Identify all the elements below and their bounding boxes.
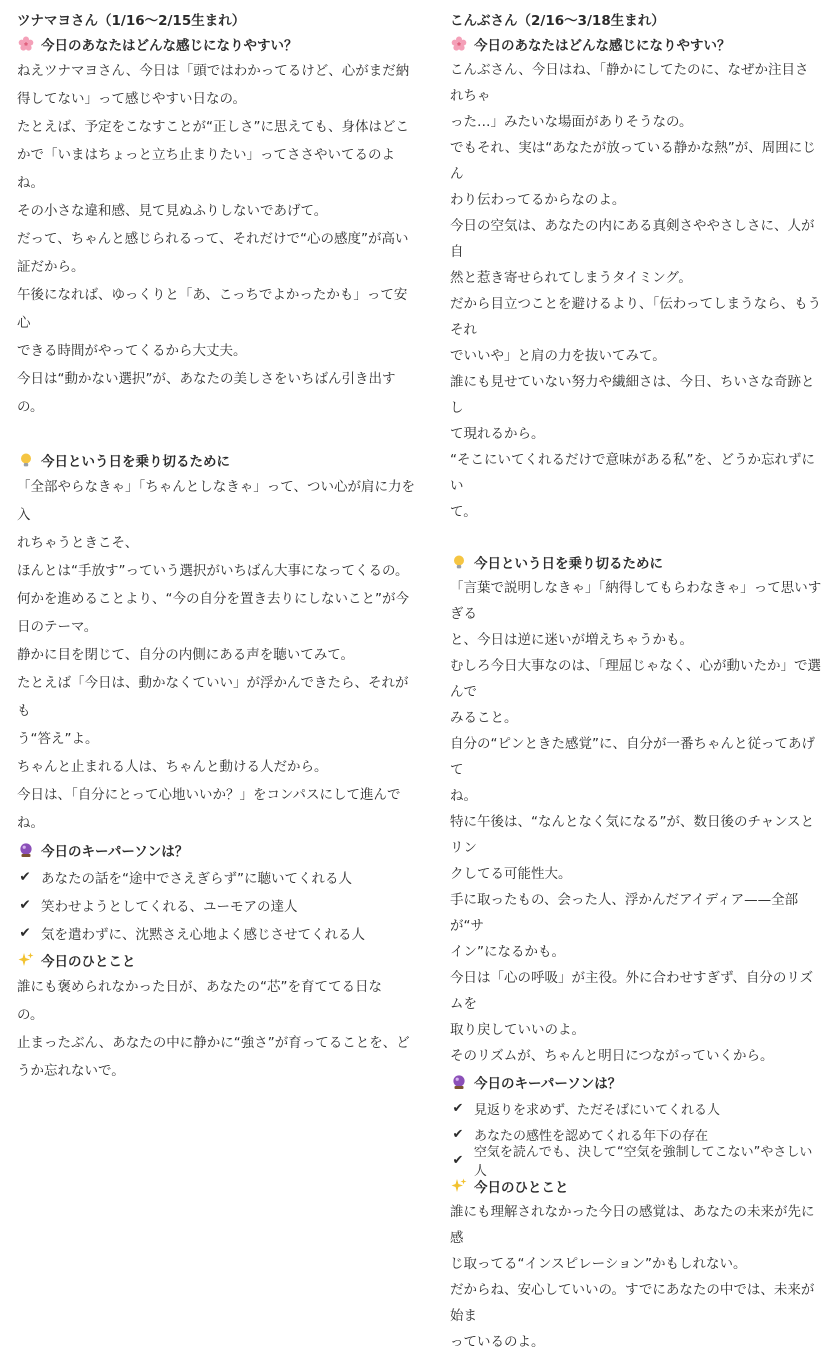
- light-bulb-icon: [17, 451, 35, 469]
- text-line: たとえば「今日は、動かなくていい」が浮かんできたら、それがも: [17, 675, 409, 719]
- light-bulb-icon: [450, 553, 468, 571]
- section-heading-text: 今日のキーパーソンは？: [41, 844, 189, 860]
- text-line: 今日は“動かない選択”が、あなたの美しさをいちばん引き出す: [17, 371, 396, 387]
- section-heading-text: 今日のあなたはどんな感じになりやすい？: [41, 38, 298, 54]
- text-line: ねえツナマヨさん、今日は「頭ではわかってるけど、心がまだ納: [17, 63, 410, 79]
- list-item: [17, 891, 415, 919]
- text-line: だって、ちゃんと感じられるって、それだけで“心の感度”が高い: [17, 231, 409, 247]
- section-heading-text: 今日という日を乗り切るために: [41, 454, 230, 470]
- text-line: 誰にも理解されなかった今日の感覚は、あなたの未来が先に感: [450, 1204, 815, 1246]
- text-line: と、今日は逆に迷いが増えちゃうかも。: [450, 632, 693, 648]
- text-line: 手に取ったもの、会った人、浮かんだアイディア——全部が“サ: [450, 892, 799, 934]
- text-line: 特に午後は、“なんとなく気になる”が、数日後のチャンスとリン: [450, 814, 815, 856]
- text-line: 得してない」って感じやすい日なの。: [17, 91, 246, 107]
- list-item-text: あなたの話を“途中でさえぎらず”に聴いてくれる人: [41, 871, 352, 887]
- text-line: う“答え”よ。: [17, 731, 99, 747]
- sparkles-icon: [17, 951, 35, 969]
- section-heading-text: 今日のひとこと: [41, 954, 136, 970]
- text-line: れちゃうときこそ、: [17, 535, 139, 551]
- text-line: の。: [17, 399, 44, 415]
- check-icon: ✔: [19, 925, 31, 941]
- text-line: うか忘れないで。: [17, 1063, 125, 1079]
- list-item-text: 空気を読んでも、決して“空気を強制してこない”やさしい人: [473, 1145, 813, 1179]
- text-line: て。: [450, 504, 477, 520]
- section-heading-tips: [17, 447, 415, 473]
- text-line: 取り戻していいのよ。: [450, 1022, 585, 1038]
- text-line: 「言葉で説明しなきゃ」「納得してもらわなきゃ」って思いすぎる: [450, 580, 822, 622]
- list-item-text: 見返りを求めず、ただそばにいてくれる人: [474, 1102, 720, 1118]
- section-body-tips: [450, 575, 822, 1069]
- text-line: たとえば、予定をこなすことが“正しさ”に思えても、身体はどこ: [17, 119, 409, 135]
- text-line: 今日は、「自分にとって心地いいか？」をコンパスにして進んで: [17, 787, 401, 803]
- crystal-ball-icon: [450, 1073, 468, 1091]
- cherry-blossom-icon: [450, 35, 468, 53]
- text-line: みること。: [450, 710, 518, 726]
- text-line: っているのよ。: [450, 1334, 545, 1350]
- list-item: [450, 1145, 822, 1179]
- text-line: じ取ってる“インスピレーション”かもしれない。: [450, 1256, 747, 1272]
- text-line: 然と惹き寄せられてしまうタイミング。: [450, 270, 692, 286]
- section-heading-text: 今日のキーパーソンは？: [474, 1076, 622, 1092]
- text-line: て現れるから。: [450, 426, 545, 442]
- section-heading-tips: [450, 549, 822, 575]
- list-item-text: 笑わせようとしてくれる、ユーモアの達人: [41, 899, 298, 915]
- text-line: 誰にも褒められなかった日が、あなたの“芯”を育ててる日な: [17, 979, 382, 995]
- text-line: 日のテーマ。: [17, 619, 98, 635]
- text-line: “そこにいてくれるだけで意味がある私”を、どうか忘れずにい: [450, 452, 815, 494]
- cherry-blossom-icon: [17, 35, 35, 53]
- text-line: できる時間がやってくるから大丈夫。: [17, 343, 247, 359]
- sparkles-icon: [450, 1177, 468, 1195]
- text-line: その小さな違和感、見て見ぬふりしないであげて。: [17, 203, 328, 219]
- crystal-ball-icon: [17, 841, 35, 859]
- text-line: かで「いまはちょっと立ち止まりたい」ってささやいてるのよね。: [17, 147, 395, 191]
- text-line: ほんとは“手放す”っていう選択がいちばん大事になってくるの。: [17, 563, 409, 579]
- column-title: ツナマヨさん（1/16〜2/15生まれ）: [17, 13, 246, 29]
- section-body-word: [17, 973, 415, 1085]
- list-item: [17, 863, 415, 891]
- section-body-word: [450, 1199, 822, 1355]
- text-line: 止まったぶん、あなたの中に静かに“強さ”が育ってることを、ど: [17, 1035, 410, 1051]
- text-line: クしてる可能性大。: [450, 866, 572, 882]
- column-konbu: [450, 0, 822, 1355]
- text-line: わり伝わってるからなのよ。: [450, 192, 626, 208]
- section-heading-word: [17, 947, 415, 973]
- text-line: った…」みたいな場面がありそうなの。: [450, 114, 693, 130]
- section-body-feeling: [450, 57, 822, 525]
- text-line: そのリズムが、ちゃんと明日につながっていくから。: [450, 1048, 774, 1064]
- section-heading-key-person: [450, 1069, 822, 1095]
- check-icon: ✔: [452, 1126, 464, 1142]
- column-title: こんぶさん（2/16〜3/18生まれ）: [450, 13, 665, 29]
- list-item-text: 気を遣わずに、沈黙さえ心地よく感じさせてくれる人: [41, 927, 365, 943]
- text-line: 「全部やらなきゃ」「ちゃんとしなきゃ」って、つい心が肩に力を入: [17, 479, 415, 523]
- text-line: だからね、安心していいの。すでにあなたの中では、未来が始ま: [450, 1282, 815, 1324]
- text-line: 誰にも見せていない努力や繊細さは、今日、ちいさな奇跡とし: [450, 374, 815, 416]
- text-line: ね。: [450, 788, 477, 804]
- key-person-list: [17, 863, 415, 947]
- check-icon: ✔: [19, 897, 31, 913]
- column-tsunamayo: [17, 0, 415, 1085]
- key-person-list: [450, 1095, 822, 1179]
- text-line: 今日の空気は、あなたの内にある真剣さややさしさに、人が自: [450, 218, 815, 260]
- text-line: 自分の“ピンときた感覚”に、自分が一番ちゃんと従ってあげて: [450, 736, 815, 778]
- section-heading-text: 今日のあなたはどんな感じになりやすい？: [474, 38, 731, 54]
- text-line: むしろ今日大事なのは、「理屈じゃなく、心が動いたか」で選んで: [450, 658, 821, 700]
- text-line: 何かを進めることより、“今の自分を置き去りにしないこと”が今: [17, 591, 409, 607]
- text-line: ちゃんと止まれる人は、ちゃんと動ける人だから。: [17, 759, 328, 775]
- text-line: 静かに目を閉じて、自分の内側にある声を聴いてみて。: [17, 647, 354, 663]
- text-line: 今日は「心の呼吸」が主役。外に合わせすぎず、自分のリズムを: [450, 970, 814, 1012]
- section-heading-feeling: [450, 31, 822, 57]
- text-line: 午後になれば、ゆっくりと「あ、こっちでよかったかも」って安心: [17, 287, 408, 331]
- text-line: こんぶさん、今日はね、「静かにしてたのに、なぜか注目されちゃ: [450, 62, 809, 104]
- section-body-tips: [17, 473, 415, 837]
- text-line: でいいや」と肩の力を抜いてみて。: [450, 348, 666, 364]
- check-icon: ✔: [452, 1100, 464, 1116]
- section-body-feeling: [17, 57, 415, 421]
- list-item: [450, 1095, 822, 1121]
- check-icon: ✔: [452, 1152, 464, 1168]
- text-line: ね。: [17, 815, 44, 831]
- text-line: イン”になるかも。: [450, 944, 565, 960]
- section-heading-text: 今日という日を乗り切るために: [474, 556, 663, 572]
- text-line: の。: [17, 1007, 44, 1023]
- check-icon: ✔: [19, 869, 31, 885]
- section-heading-feeling: [17, 31, 415, 57]
- list-item: [17, 919, 415, 947]
- section-heading-key-person: [17, 837, 415, 863]
- section-heading-text: 今日のひとこと: [474, 1180, 569, 1196]
- text-line: 証だから。: [17, 259, 85, 275]
- text-line: だから目立つことを避けるより、「伝わってしまうなら、もうそれ: [450, 296, 822, 338]
- list-item-text: あなたの感性を認めてくれる年下の存在: [474, 1128, 709, 1144]
- text-line: でもそれ、実は“あなたが放っている静かな熱”が、周囲にじん: [450, 140, 816, 182]
